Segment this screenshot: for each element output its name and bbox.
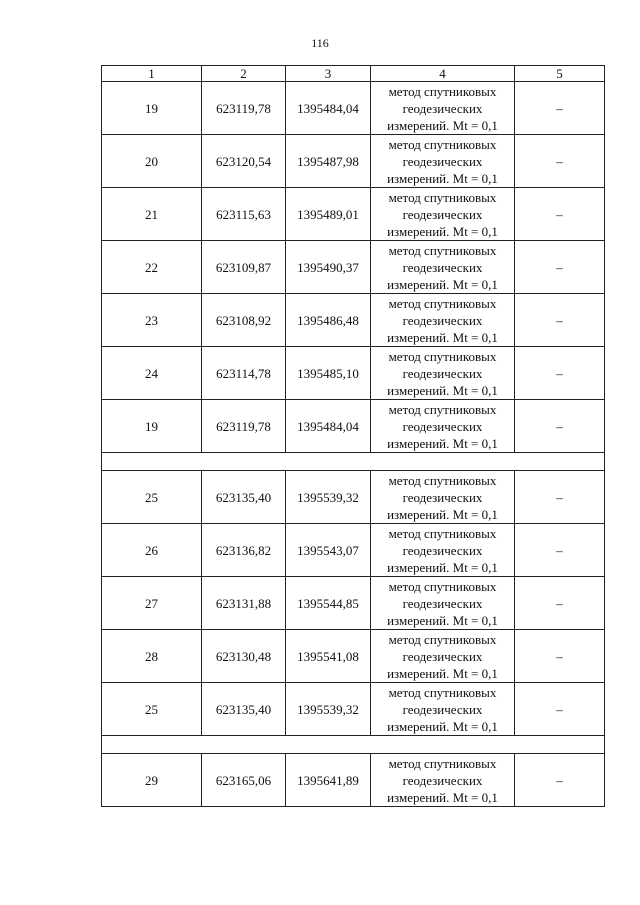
table-row [102,754,605,807]
method-line: метод спутниковых [388,242,497,258]
table-row [102,188,605,241]
method-cell [371,82,515,135]
method-line: метод спутниковых [388,83,497,99]
y-coordinate-cell: 1395484,04 [286,82,371,135]
table-row [102,294,605,347]
method-line: измерений. Mt = 0,1 [387,612,498,628]
table-row [102,135,605,188]
method-line: геодезических [402,153,483,169]
method-line: метод спутниковых [388,684,497,700]
note-cell: – [515,82,605,135]
table-row [102,241,605,294]
x-coordinate-cell: 623109,87 [202,241,286,294]
table-row [102,82,605,135]
method-cell [371,577,515,630]
method-cell [371,294,515,347]
method-line: измерений. Mt = 0,1 [387,665,498,681]
x-coordinate-cell: 623108,92 [202,294,286,347]
method-line: геодезических [402,595,483,611]
method-cell [371,135,515,188]
method-line: измерений. Mt = 0,1 [387,276,498,292]
method-line: геодезических [402,542,483,558]
note-cell: – [515,135,605,188]
point-number-cell: 21 [102,188,202,241]
method-line: измерений. Mt = 0,1 [387,718,498,734]
table-row [102,630,605,683]
note-cell: – [515,471,605,524]
separator-cell [102,736,605,754]
page-number: 116 [311,36,329,50]
method-line: измерений. Mt = 0,1 [387,382,498,398]
point-number-cell: 25 [102,683,202,736]
x-coordinate-cell: 623119,78 [202,400,286,453]
note-cell: – [515,524,605,577]
note-cell: – [515,347,605,400]
y-coordinate-cell: 1395489,01 [286,188,371,241]
method-cell [371,241,515,294]
y-coordinate-cell: 1395544,85 [286,577,371,630]
method-line: геодезических [402,100,483,116]
table-row [102,524,605,577]
x-coordinate-cell: 623131,88 [202,577,286,630]
point-number-cell: 19 [102,82,202,135]
y-coordinate-cell: 1395486,48 [286,294,371,347]
note-cell: – [515,188,605,241]
note-cell: – [515,241,605,294]
point-number-cell: 28 [102,630,202,683]
table-row [102,683,605,736]
method-line: измерений. Mt = 0,1 [387,506,498,522]
method-line: метод спутниковых [388,755,497,771]
table-row [102,347,605,400]
y-coordinate-cell: 1395641,89 [286,754,371,807]
method-line: геодезических [402,648,483,664]
method-cell [371,630,515,683]
table-row [102,577,605,630]
coordinates-table [101,65,605,807]
x-coordinate-cell: 623135,40 [202,683,286,736]
point-number-cell: 19 [102,400,202,453]
header-cell-4: 4 [371,66,515,82]
table-body [102,66,605,807]
header-cell-1: 1 [102,66,202,82]
method-line: геодезических [402,312,483,328]
table-header-row [102,66,605,82]
note-cell: – [515,683,605,736]
point-number-cell: 23 [102,294,202,347]
y-coordinate-cell: 1395487,98 [286,135,371,188]
method-line: метод спутниковых [388,472,497,488]
method-line: измерений. Mt = 0,1 [387,223,498,239]
table-row [102,400,605,453]
method-line: метод спутниковых [388,631,497,647]
method-cell [371,524,515,577]
y-coordinate-cell: 1395484,04 [286,400,371,453]
y-coordinate-cell: 1395490,37 [286,241,371,294]
y-coordinate-cell: 1395485,10 [286,347,371,400]
header-cell-2: 2 [202,66,286,82]
note-cell: – [515,400,605,453]
x-coordinate-cell: 623115,63 [202,188,286,241]
note-cell: – [515,754,605,807]
x-coordinate-cell: 623135,40 [202,471,286,524]
method-line: геодезических [402,418,483,434]
method-line: метод спутниковых [388,348,497,364]
separator-cell [102,453,605,471]
method-line: измерений. Mt = 0,1 [387,170,498,186]
method-line: метод спутниковых [388,525,497,541]
method-cell [371,754,515,807]
method-line: метод спутниковых [388,189,497,205]
note-cell: – [515,630,605,683]
point-number-cell: 25 [102,471,202,524]
y-coordinate-cell: 1395539,32 [286,471,371,524]
point-number-cell: 20 [102,135,202,188]
y-coordinate-cell: 1395539,32 [286,683,371,736]
method-line: геодезических [402,701,483,717]
header-cell-3: 3 [286,66,371,82]
x-coordinate-cell: 623120,54 [202,135,286,188]
y-coordinate-cell: 1395543,07 [286,524,371,577]
method-line: измерений. Mt = 0,1 [387,117,498,133]
table-separator-row [102,736,605,754]
method-line: метод спутниковых [388,295,497,311]
x-coordinate-cell: 623130,48 [202,630,286,683]
x-coordinate-cell: 623119,78 [202,82,286,135]
method-line: метод спутниковых [388,401,497,417]
method-line: геодезических [402,206,483,222]
note-cell: – [515,294,605,347]
x-coordinate-cell: 623165,06 [202,754,286,807]
method-line: метод спутниковых [388,578,497,594]
method-line: геодезических [402,772,483,788]
point-number-cell: 22 [102,241,202,294]
note-cell: – [515,577,605,630]
point-number-cell: 29 [102,754,202,807]
method-cell [371,683,515,736]
method-cell [371,471,515,524]
y-coordinate-cell: 1395541,08 [286,630,371,683]
point-number-cell: 27 [102,577,202,630]
method-line: геодезических [402,489,483,505]
point-number-cell: 26 [102,524,202,577]
method-line: геодезических [402,365,483,381]
x-coordinate-cell: 623136,82 [202,524,286,577]
method-line: измерений. Mt = 0,1 [387,329,498,345]
method-line: измерений. Mt = 0,1 [387,789,498,805]
x-coordinate-cell: 623114,78 [202,347,286,400]
method-cell [371,347,515,400]
method-line: измерений. Mt = 0,1 [387,559,498,575]
table-separator-row [102,453,605,471]
method-line: геодезических [402,259,483,275]
header-cell-5: 5 [515,66,605,82]
table-row [102,471,605,524]
method-line: измерений. Mt = 0,1 [387,435,498,451]
point-number-cell: 24 [102,347,202,400]
method-cell [371,400,515,453]
method-cell [371,188,515,241]
method-line: метод спутниковых [388,136,497,152]
